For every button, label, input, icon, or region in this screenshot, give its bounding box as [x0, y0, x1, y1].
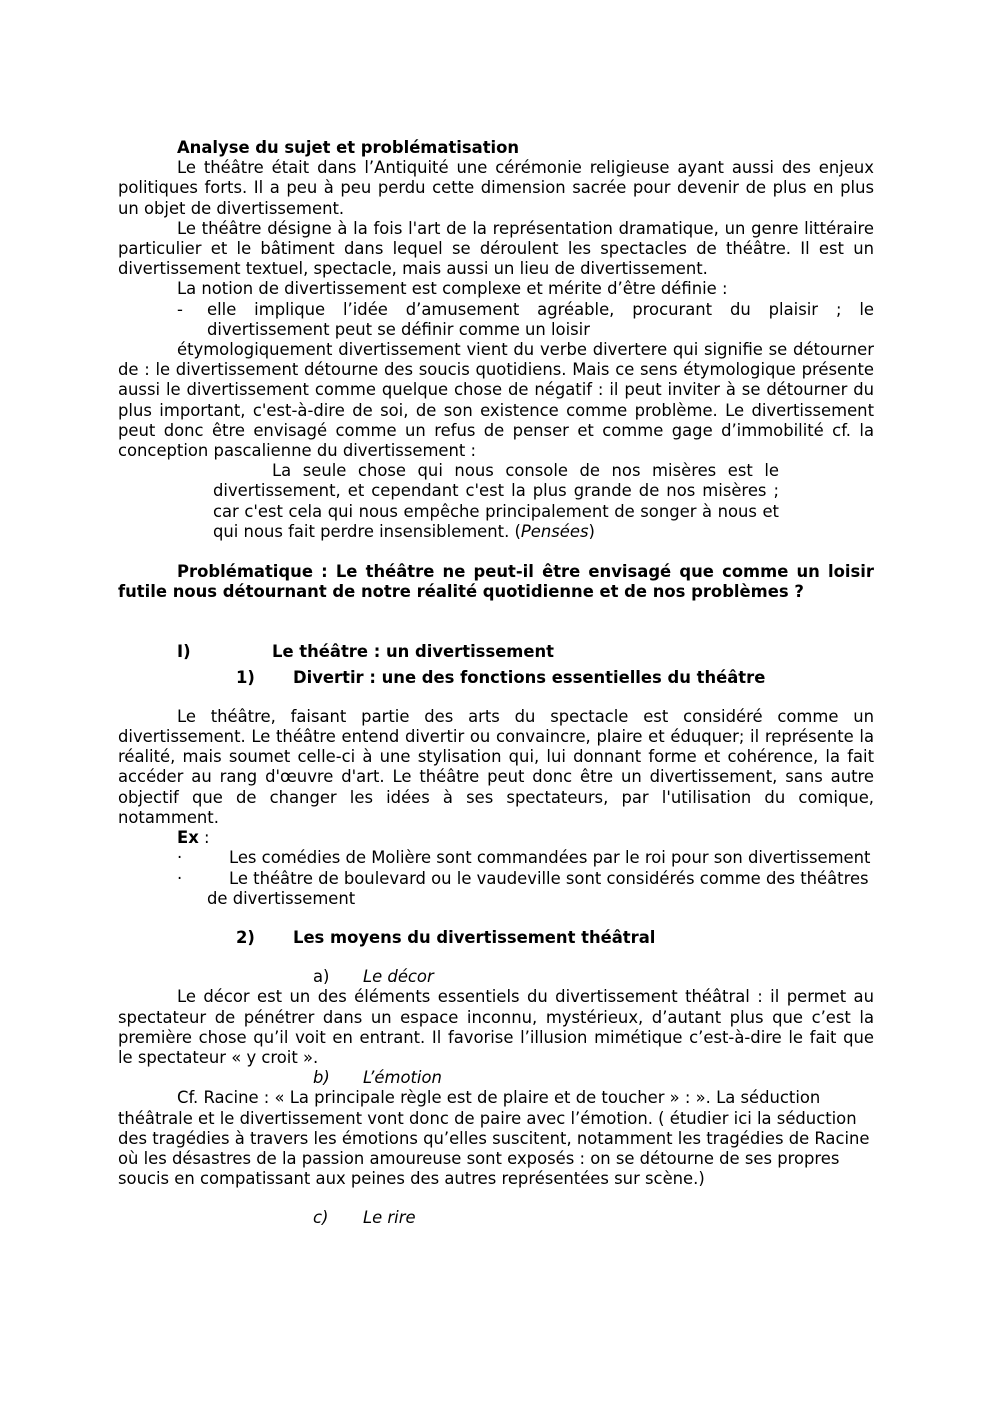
bullet-text: Le théâtre de boulevard ou le vaudeville sont considérés comme des théâtres — [229, 868, 869, 888]
paragraph-emotion: Cf. Racine : « La principale règle est de plaire et de toucher » : ». La séduction théâtrale et le divertissement vont donc de paire avec l’émotion. ( étudier ici la séduction des tragédies à travers les émotions qu’elles suscitent, notamment les tragédies de Racine où les désastres de la passion amoureuse sont exposés : on se détourne de ses propres soucis en compatissant aux peines des autres représentées sur scène.) — [118, 1088, 870, 1189]
section-heading-1 — [118, 642, 874, 662]
sub-subsection-heading-a — [118, 967, 874, 987]
sub-subsection-number: b) — [313, 1068, 330, 1088]
bullet-continuation: de divertissement — [207, 888, 356, 908]
bullet-item — [118, 869, 874, 889]
sub-subsection-number: c) — [313, 1208, 329, 1228]
subsection-number: 2) — [236, 927, 255, 947]
problematique: Problématique : Le théâtre ne peut-il être envisagé que comme un loisir futile nous détournant de notre réalité quotidienne et de nos problèmes ? — [118, 562, 874, 602]
sub-subsection-title: L’émotion — [363, 1068, 442, 1088]
sub-subsection-number: a) — [313, 967, 330, 987]
dash-list-item — [118, 300, 874, 340]
section-number: I) — [177, 642, 191, 662]
sub-subsection-heading-c — [118, 1208, 874, 1228]
sub-subsection-title: Le rire — [363, 1208, 416, 1228]
page-title: Analyse du sujet et problématisation — [177, 138, 520, 157]
example-label — [118, 828, 874, 848]
paragraph-intro: Le théâtre était dans l’Antiquité une cérémonie religieuse ayant aussi des enjeux politiques forts. Il a peu à peu perdu cette dimension sacrée pour devenir de plus en plus un objet de divertissement. — [118, 158, 874, 218]
paragraph-notion: La notion de divertissement est complexe et mérite d’être définie : — [177, 279, 728, 299]
pascal-quote — [213, 461, 779, 542]
quote-source: Pensées — [520, 521, 589, 541]
subsection-title: Divertir : une des fonctions essentielles du théâtre — [293, 667, 766, 687]
bullet-item — [118, 848, 874, 868]
subsection-number: 1) — [236, 667, 255, 687]
ex-colon: : — [198, 828, 210, 848]
bullet-marker: · — [177, 868, 183, 888]
bullet-text: Les comédies de Molière sont commandées par le roi pour son divertissement — [229, 848, 871, 868]
subsection-title: Les moyens du divertissement théâtral — [293, 927, 656, 947]
document-page — [118, 138, 874, 1229]
sub-subsection-title: Le décor — [363, 967, 434, 987]
subsection-heading-2 — [118, 928, 874, 948]
ex-label: Ex — [177, 828, 199, 848]
paragraph-divertir: Le théâtre, faisant partie des arts du spectacle est considéré comme un divertissement. Le théâtre entend divertir ou convaincre, plaire et éduquer; il représente la réalité, mais soumet celle-ci à une stylisation qui, lui donnant forme et cohérence, la fait accéder au rang d'œuvre d'art. Le théâtre peut donc être un divertissement, sans autre objectif que de changer les idées à ses spectateurs, par l'utilisation du comique, notamment. — [118, 706, 874, 827]
dash-marker: - — [177, 299, 183, 319]
subsection-heading-1 — [118, 668, 874, 688]
section-title: Le théâtre : un divertissement — [272, 642, 555, 662]
paragraph-etymology: étymologiquement divertissement vient du verbe divertere qui signifie se détourner de : le divertissement détourne des soucis quotidiens. Mais ce sens étymologique présente aussi le divertissement comme quelque chose de négatif : il peut inviter à se détourner du plus important, c'est-à-dire de soi, de son existence comme problème. Le divertissement peut donc être envisagé comme un refus de penser et comme gage d’immobilité cf. la conception pascalienne du divertissement : — [118, 340, 874, 461]
paragraph-decor: Le décor est un des éléments essentiels du divertissement théâtral : il permet au spectateur de pénétrer dans un espace inconnu, mystérieux, d’autant plus que c’est la première chose qu’il voit en entrant. Il favorise l’illusion mimétique c’est-à-dire le fait que le spectateur « y croit ». — [118, 987, 874, 1067]
paragraph-definition: Le théâtre désigne à la fois l'art de la représentation dramatique, un genre littéraire particulier et le bâtiment dans lequel se déroulent les spectacles de théâtre. Il est un divertissement textuel, spectacle, mais aussi un lieu de divertissement. — [118, 218, 874, 279]
dash-item-text: elle implique l’idée d’amusement agréable, procurant du plaisir ; le divertissement peut se définir comme un loisir — [207, 299, 874, 339]
quote-end: ) — [588, 521, 595, 541]
sub-subsection-heading-b — [118, 1068, 874, 1088]
quote-text: La seule chose qui nous console de nos misères est le divertissement, et cependant c'est la plus grande de nos misères ; car c'est cela qui nous empêche principalement de songer à nous et qui nous fait perdre insensiblement. ( — [213, 461, 779, 541]
bullet-marker: · — [177, 848, 183, 868]
